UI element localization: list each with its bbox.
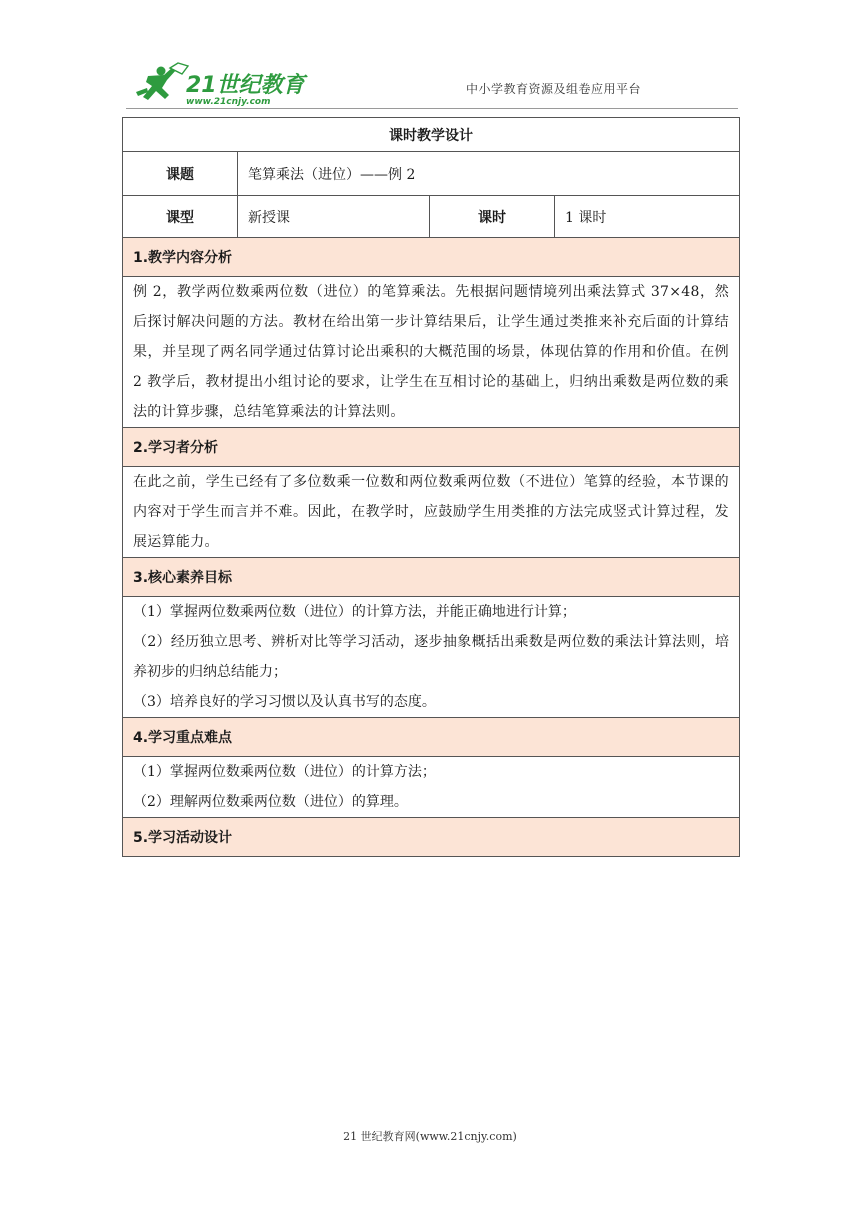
- type-row: [123, 196, 740, 238]
- section-heading-learner-analysis: 2.学习者分析: [123, 428, 740, 467]
- hours-value: 1 课时: [555, 196, 740, 238]
- section-heading-row: [123, 238, 740, 277]
- platform-name: 中小学教育资源及组卷应用平台: [466, 82, 642, 96]
- learner-analysis-text: 在此之前，学生已经有了多位数乘一位数和两位数乘两位数（不进位）笔算的经验，本节课的内容对于学生而言并不难。因此，在教学时，应鼓励学生用类推的方法完成竖式计算过程，发展运算能力。: [123, 467, 740, 558]
- logo: [134, 62, 314, 108]
- lesson-design-table: [122, 117, 740, 857]
- list-item: （1）掌握两位数乘两位数（进位）的计算方法，并能正确地进行计算；: [133, 604, 576, 620]
- runner-icon: [136, 66, 177, 100]
- logo-text: 21世纪教育: [186, 73, 305, 98]
- topic-label: 课题: [123, 152, 238, 196]
- page-header: [0, 0, 860, 112]
- topic-value: 笔算乘法（进位）——例 2: [238, 152, 740, 196]
- header-divider: [126, 108, 738, 109]
- section-heading-activity-design: 5.学习活动设计: [123, 818, 740, 857]
- section-body-row: [123, 467, 740, 558]
- section-body-row: [123, 277, 740, 428]
- list-item: （1）掌握两位数乘两位数（进位）的计算方法；: [133, 764, 436, 780]
- topic-row: [123, 152, 740, 196]
- section-heading-row: [123, 428, 740, 467]
- section-body-row: [123, 597, 740, 718]
- section-heading-row: [123, 718, 740, 757]
- logo-graphic: [134, 62, 314, 108]
- list-item: （3）培养良好的学习习惯以及认真书写的态度。: [133, 694, 436, 710]
- section-heading-key-points: 4.学习重点难点: [123, 718, 740, 757]
- table-title-row: [123, 118, 740, 152]
- hours-label: 课时: [430, 196, 555, 238]
- type-value: 新授课: [238, 196, 430, 238]
- section-heading-core-goals: 3.核心素养目标: [123, 558, 740, 597]
- section-body-row: [123, 757, 740, 818]
- key-points-list: [123, 757, 740, 818]
- table-title: 课时教学设计: [123, 118, 740, 152]
- list-item: （2）经历独立思考、辨析对比等学习活动，逐步抽象概括出乘数是两位数的乘法计算法则，培养初步的归纳总结能力；: [133, 634, 729, 680]
- list-item: （2）理解两位数乘两位数（进位）的算理。: [133, 794, 408, 810]
- section-heading-row: [123, 818, 740, 857]
- logo-url: www.21cnjy.com: [186, 97, 271, 107]
- type-label: 课型: [123, 196, 238, 238]
- page-footer: 21 世纪教育网(www.21cnjy.com): [343, 1130, 517, 1143]
- core-goals-list: [123, 597, 740, 718]
- section-heading-row: [123, 558, 740, 597]
- section-heading-content-analysis: 1.教学内容分析: [123, 238, 740, 277]
- content-analysis-text: 例 2，教学两位数乘两位数（进位）的笔算乘法。先根据问题情境列出乘法算式 37×48，然后探讨解决问题的方法。教材在给出第一步计算结果后，让学生通过类推来补充后面的计算结果，并呈现了两名同学通过估算讨论出乘积的大概范围的场景，体现估算的作用和价值。在例 2 教学后，教材提出小组讨论的要求，让学生在互相讨论的基础上，归纳出乘数是两位数的乘法的计算步骤，总结笔算乘法的计算法则。: [123, 277, 740, 428]
